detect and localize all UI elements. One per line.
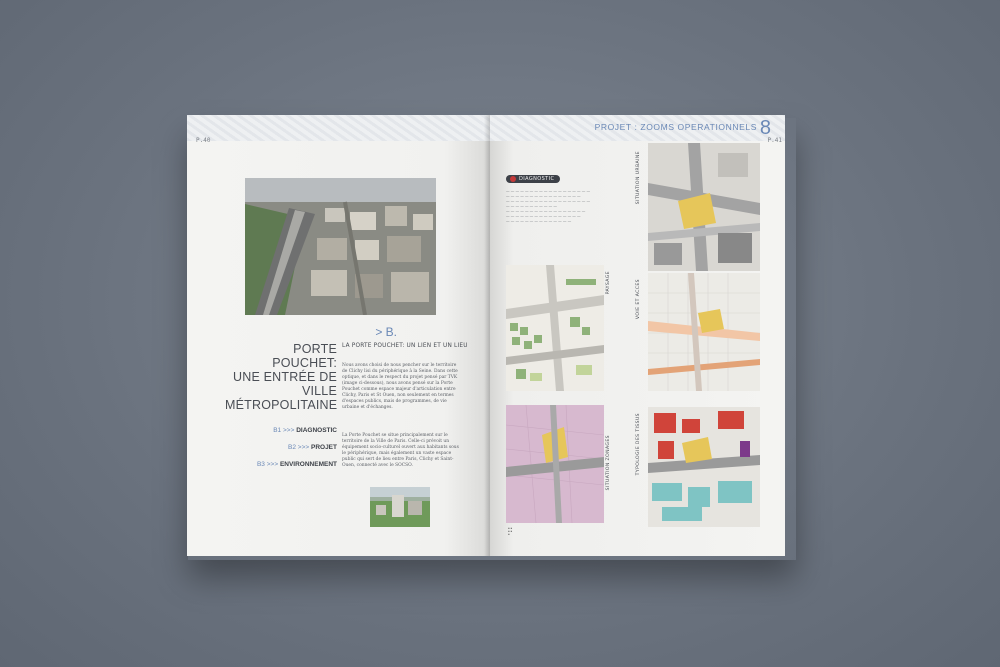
map-art xyxy=(648,273,760,391)
map-legend: ▪ ▪ ▪ ▪ ▪ xyxy=(508,527,513,536)
map-label-zonages: SITUATION ZONAGES xyxy=(606,435,611,491)
toc-item-projet xyxy=(225,444,337,451)
map-voie-et-acces xyxy=(648,273,760,391)
note-line: — — — — — — — — — — — — — — — — — xyxy=(506,209,586,213)
map-art xyxy=(506,405,604,523)
map-situation-urbaine xyxy=(648,143,760,271)
map-typologie-des-tissus xyxy=(648,407,760,527)
section-marker: > B. xyxy=(375,325,397,339)
badge-label: DIAGNOSTIC xyxy=(519,176,555,182)
note-line: — — — — — — — — — — — — — — — — xyxy=(506,214,581,218)
note-line: — — — — — — — — — — — — — — — — — — xyxy=(506,189,591,193)
title-line-1: PORTE POUCHET: xyxy=(272,342,337,370)
toc-number: B3 >>> xyxy=(256,461,279,468)
map-art xyxy=(506,265,604,391)
map-art xyxy=(648,407,760,527)
badge-dot-icon xyxy=(510,176,516,182)
toc-label: DIAGNOSTIC xyxy=(296,427,337,434)
note-line: — — — — — — — — — — — — — — xyxy=(506,219,572,223)
toc-label: PROJET xyxy=(310,444,337,451)
left-header-band xyxy=(187,115,490,141)
map-label-situation-urbaine: SITUATION URBAINE xyxy=(636,151,641,205)
map-label-voie-et-acces: VOIE ET ACCES xyxy=(636,279,641,320)
small-photo-art xyxy=(370,487,430,527)
left-page xyxy=(187,115,490,556)
right-page xyxy=(490,115,785,556)
aerial-photo-art xyxy=(245,178,436,315)
toc-item-environnement xyxy=(225,461,337,468)
map-situation-zonages xyxy=(506,405,604,523)
right-page-number: P.41 xyxy=(767,137,782,144)
page-header: PROJET : ZOOMS OPERATIONNELS xyxy=(594,122,757,132)
page-title xyxy=(225,342,337,412)
body-paragraph-1: Nous avons choisi de nous pencher sur le territoire de Clichy lisi du périphérique à la Seine. Dans cette optique, et dans le respect du projet pensé par TVK (image ci-dessous), nous avons pensé sur la Porte Pouchet comme espace majeur d'articulation entre Clichy, Paris et St Ouen, non seulement en termes d'espaces publics, mais de programmes, de vie urbaine et d'échanges. xyxy=(342,363,458,410)
map-label-paysage: PAYSAGE xyxy=(606,271,611,295)
left-page-number: P.40 xyxy=(196,137,211,144)
subheading: LA PORTE POUCHET: UN LIEN ET UN LIEU xyxy=(342,343,468,349)
map-paysage xyxy=(506,265,604,391)
map-label-typologie: TYPOLOGIE DES TISSUS xyxy=(636,413,641,476)
title-line-2: UNE ENTRÉE DE xyxy=(232,370,337,384)
title-line-4: MÉTROPOLITAINE xyxy=(225,398,338,412)
toc-number: B1 >>> xyxy=(273,427,295,434)
chapter-number: 8 xyxy=(759,117,771,139)
aerial-photo xyxy=(245,178,436,315)
small-photo xyxy=(370,487,430,527)
body-paragraph-2: La Porte Pouchet se situe principalement sur le territoire de la Ville de Paris. Celle-ci prévoit un équipement socio-culturel ouvert aux habitants sous le périphérique, mais également un vaste espace public qui sert de lieu entre Paris, Clichy et Saint-Ouen, connecté avec le SOCSO. xyxy=(342,433,459,468)
toc-label: ENVIRONNEMENT xyxy=(279,461,337,468)
note-line: — — — — — — — — — — — — — — — — xyxy=(506,194,581,198)
note-line: — — — — — — — — — — — — — — — — — — xyxy=(506,199,591,203)
map-art xyxy=(648,143,760,271)
diagnostic-notes xyxy=(506,189,616,224)
toc-item-diagnostic xyxy=(225,427,337,434)
diagnostic-badge xyxy=(506,175,560,183)
toc-number: B2 >>> xyxy=(288,444,310,451)
title-line-3: VILLE xyxy=(301,384,337,398)
note-line: — — — — — — — — — — — xyxy=(506,204,557,208)
